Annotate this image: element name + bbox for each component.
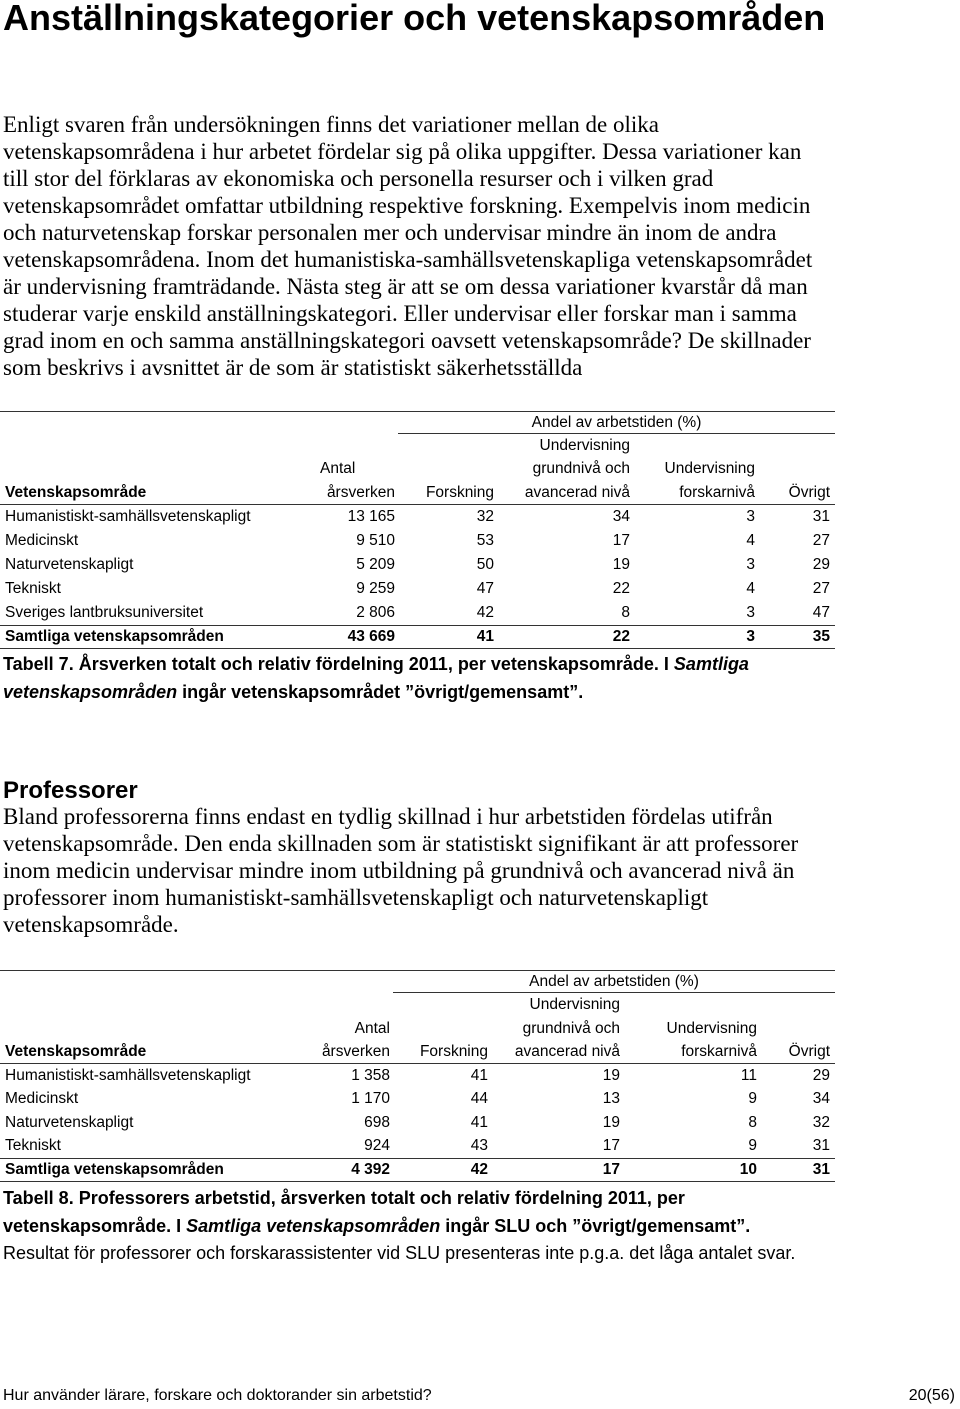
caption-text: Tabell 8. Professorers arbetstid, årsverken totalt och relativ fördelning 2011, per [3,1188,685,1208]
table-row [0,577,835,601]
table-row [0,1135,835,1159]
cell-area: Humanistiskt-samhällsvetenskapligt [5,1066,251,1084]
cell-ovrigt: 27 [812,532,830,549]
cell-forskar: 3 [746,604,755,621]
caption-text: Tabell 7. Årsverken totalt och relativ fördelning 2011, per vetenskapsområde. I [3,654,674,674]
header-antal: Antal [320,460,356,477]
cell-area: Medicinskt [5,532,79,549]
cell-forskning: 41 [476,628,494,645]
cell-area: Samtliga vetenskapsområden [5,1160,224,1178]
header-area: Vetenskapsområde [5,1043,147,1060]
cell-forskning: 42 [470,1160,488,1178]
header-forskar: Undervisning [666,1020,757,1037]
footer-title: Hur använder lärare, forskare och doktorander sin arbetstid? [3,1387,432,1404]
header-grund: grundnivå och [532,460,630,477]
table-header-row [0,1041,835,1064]
empty-cell [0,1017,300,1041]
group-header-share-of-worktime: Andel av arbetstiden (%) [393,971,835,993]
header-grund: Undervisning [539,436,630,454]
group-header-share-of-worktime: Andel av arbetstiden (%) [398,412,835,434]
cell-antal: 5 209 [356,556,395,573]
header-ovrigt: Övrigt [788,483,830,501]
intro-line: är undervisning framträdande. Nästa steg är att se om dessa variationer kvarstår då man [3,274,808,299]
empty-cell [300,412,398,434]
cell-forskning: 44 [470,1090,488,1108]
professorer-paragraph [3,803,798,938]
cell-forskning: 41 [470,1113,488,1131]
header-grund: avancerad nivå [514,1043,620,1060]
caption-line [3,650,749,678]
cell-grund: 34 [612,508,630,525]
cell-forskning: 47 [476,580,494,597]
table-7-body [0,505,835,649]
caption-line [3,1212,795,1240]
intro-line: vetenskapsområdena i hur arbetet fördelar sig på olika uppgifter. Dessa variationer kan [3,139,802,164]
caption-note: Resultat för professorer och forskarassistenter vid SLU presenteras inte p.g.a. det låga antalet svar. [3,1243,796,1263]
table-row [0,1088,835,1112]
cell-antal: 2 806 [356,604,395,621]
cell-forskar: 10 [739,1160,757,1178]
empty-cell [0,412,300,434]
empty-cell [393,993,491,1017]
empty-cell [760,993,835,1017]
table-header-row [0,1017,835,1041]
cell-area: Medicinskt [5,1090,79,1108]
table-8-body [0,1064,835,1182]
empty-cell [0,434,300,457]
intro-line: grad inom en och samma anställningskategori oavsett vetenskapsområde? De skillnader [3,328,811,353]
intro-line: vetenskapsområdena. Inom det humanistiska-samhällsvetenskapliga vetenskapsområdet [3,247,813,272]
cell-grund: 22 [612,580,630,597]
empty-cell [300,434,398,457]
empty-cell [0,971,300,993]
header-ovrigt: Övrigt [788,1043,830,1060]
intro-line: vetenskapsområdet omfattar utbildning respektive forskning. Exempelvis inom medicin [3,193,811,218]
caption-line [3,678,749,706]
cell-ovrigt: 35 [812,628,830,645]
caption-line [3,1184,795,1212]
header-forskar: forskarnivå [681,1043,757,1060]
table-header-row [0,457,835,481]
intro-line: och naturvetenskap forskar personalen mer och undervisar mindre än inom de andra [3,220,777,245]
caption-text: ingår vetenskapsområdet ”övrigt/gemensamt”. [177,682,584,702]
header-forskar: forskarnivå [679,483,755,501]
table-row [0,529,835,553]
cell-ovrigt: 34 [812,1090,830,1108]
empty-cell [300,993,393,1017]
header-area: Vetenskapsområde [5,483,147,501]
cell-ovrigt: 29 [812,1066,830,1084]
cell-antal: 1 170 [351,1090,390,1108]
cell-grund: 19 [602,1113,620,1131]
paragraph-line: inom medicin undervisar mindre inom utbildning på grundnivå och avancerad nivå än [3,858,795,883]
empty-cell [393,1017,491,1041]
section-heading-professorer: Professorer [3,777,138,804]
cell-grund: 17 [612,532,630,549]
paragraph-line: vetenskapsområde. [3,912,179,937]
cell-forskning: 41 [470,1066,488,1084]
cell-forskar: 3 [746,556,755,573]
cell-area: Naturvetenskapligt [5,1113,134,1131]
paragraph-line: vetenskapsområde. Den enda skillnaden som är statistiskt signifikant är att professorer [3,831,799,856]
page-title: Anställningskategorier och vetenskapsområden [3,0,826,38]
cell-antal: 924 [364,1137,390,1155]
page-number: 20(56) [908,1387,955,1404]
header-forskning: Forskning [425,483,494,501]
cell-forskning: 43 [470,1137,488,1155]
cell-forskning: 53 [476,532,494,549]
cell-area: Humanistiskt-samhällsvetenskapligt [5,508,251,525]
header-forskar: Undervisning [664,460,755,477]
empty-cell [760,1017,835,1041]
empty-cell [623,993,760,1017]
cell-grund: 13 [602,1090,620,1108]
cell-grund: 19 [612,556,630,573]
empty-cell [758,434,835,457]
header-grund: Undervisning [529,996,620,1013]
intro-line: studerar varje enskild anställningskategori. Eller undervisar eller forskar man i samma [3,301,797,326]
cell-ovrigt: 47 [812,604,830,621]
table-row [0,601,835,625]
table-total-row [0,1158,835,1182]
empty-cell [398,457,497,481]
caption-italic: Samtliga [673,654,749,674]
cell-forskar: 4 [746,532,755,549]
cell-forskar: 11 [740,1066,757,1084]
cell-antal: 1 358 [351,1066,390,1084]
table-header-row [0,481,835,505]
cell-forskar: 8 [748,1113,757,1131]
empty-cell [0,457,300,481]
empty-cell [633,434,758,457]
cell-grund: 22 [612,628,630,645]
table-row [0,1111,835,1135]
cell-area: Tekniskt [5,1137,61,1155]
table-group-header-row [0,970,835,993]
cell-area: Tekniskt [5,580,61,597]
table-7-caption [3,650,749,706]
header-grund: grundnivå och [522,1020,620,1037]
cell-grund: 19 [602,1066,620,1084]
cell-ovrigt: 27 [812,580,830,597]
caption-italic: Samtliga vetenskapsområden [186,1216,441,1236]
empty-cell [398,434,497,457]
cell-forskar: 9 [748,1090,757,1108]
cell-ovrigt: 31 [812,508,830,525]
cell-ovrigt: 32 [812,1113,830,1131]
header-grund: avancerad nivå [524,483,630,501]
caption-italic: vetenskapsområden [3,682,178,702]
table-row [0,505,835,529]
table-header-row [0,434,835,457]
cell-forskning: 42 [476,604,494,621]
cell-ovrigt: 31 [812,1137,830,1155]
table-row [0,1064,835,1088]
cell-antal: 4 392 [351,1160,390,1178]
table-header-row [0,993,835,1017]
cell-forskning: 32 [476,508,494,525]
paragraph-line: professorer inom humanistiskt-samhällsvetenskapligt och naturvetenskapligt [3,885,709,910]
cell-antal: 9 259 [356,580,395,597]
header-antal: Antal [354,1020,390,1037]
cell-ovrigt: 31 [812,1160,830,1178]
intro-line: Enligt svaren från undersökningen finns det variationer mellan de olika [3,112,659,137]
cell-area: Samtliga vetenskapsområden [5,628,224,645]
table-7 [0,411,835,649]
cell-ovrigt: 29 [812,556,830,573]
cell-grund: 8 [621,604,630,621]
cell-forskning: 50 [476,556,494,573]
cell-forskar: 9 [748,1137,757,1155]
intro-line: som beskrivs i avsnittet är de som är statistiskt säkerhetsställda [3,355,583,380]
cell-antal: 43 669 [347,628,395,645]
caption-text: vetenskapsområde. I [3,1216,187,1236]
table-total-row [0,625,835,649]
cell-area: Sveriges lantbruksuniversitet [5,604,204,621]
cell-forskar: 4 [746,580,755,597]
header-antal: årsverken [321,1043,390,1060]
header-antal: årsverken [326,483,395,501]
paragraph-line: Bland professorerna finns endast en tydlig skillnad i hur arbetstiden fördelas utifrån [3,804,773,829]
cell-grund: 17 [602,1160,620,1178]
table-8 [0,970,835,1182]
cell-grund: 17 [602,1137,620,1155]
table-row [0,553,835,577]
table-group-header-row [0,411,835,434]
cell-antal: 9 510 [356,532,395,549]
cell-forskar: 3 [746,508,755,525]
cell-area: Naturvetenskapligt [5,556,134,573]
intro-paragraph [3,111,812,381]
cell-antal: 698 [364,1113,390,1131]
empty-cell [758,457,835,481]
cell-forskar: 3 [746,628,755,645]
empty-cell [300,971,393,993]
header-forskning: Forskning [419,1043,488,1060]
intro-line: till stor del förklaras av ekonomiska och personella resurser och i vilken grad [3,166,714,191]
cell-antal: 13 165 [347,508,395,525]
caption-text: ingår SLU och ”övrigt/gemensamt”. [440,1216,751,1236]
empty-cell [0,993,300,1017]
table-8-caption [3,1184,795,1266]
